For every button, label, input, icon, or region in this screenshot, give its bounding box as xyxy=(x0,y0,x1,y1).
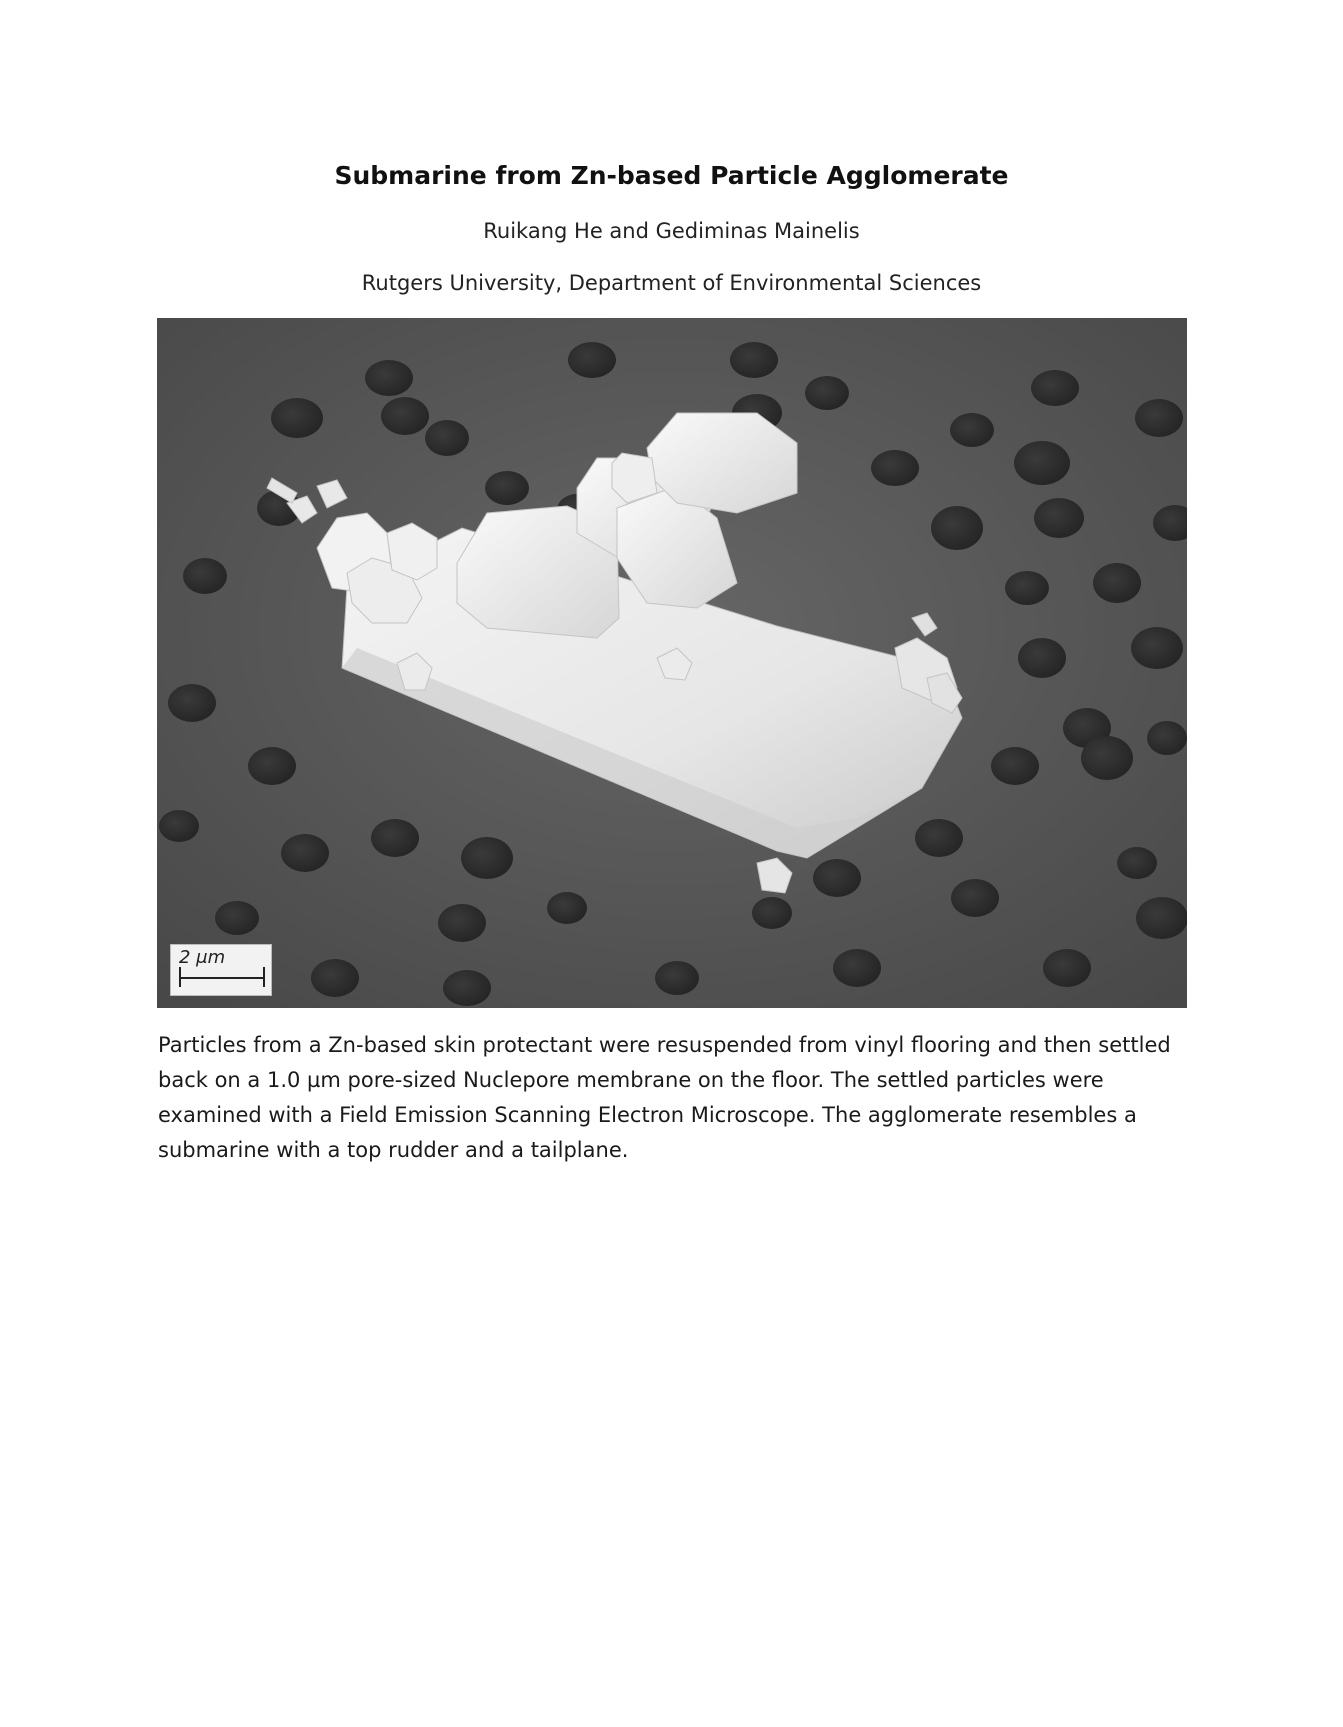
scale-bar-label: 2 μm xyxy=(179,947,226,968)
document-title: Submarine from Zn-based Particle Agglomerate xyxy=(334,161,1009,190)
figure-caption: Particles from a Zn-based skin protectant were resuspended from vinyl flooring and then settled back on a 1.0 µm pore-sized Nuclepore membrane on the floor. The settled particles were examined with a Field Emission Scanning Electron Microscope. The agglomerate resembles a submarine with a top rudder and a tailplane. xyxy=(158,1033,1171,1162)
scale-bar-tick-right xyxy=(263,967,265,987)
scale-bar-line xyxy=(179,977,265,979)
sem-micrograph xyxy=(157,318,1187,1008)
scale-bar xyxy=(170,944,272,996)
document-authors: Ruikang He and Gediminas Mainelis xyxy=(483,219,860,243)
sem-image-drawing xyxy=(157,318,1187,1008)
document-affiliation: Rutgers University, Department of Environmental Sciences xyxy=(361,271,982,295)
